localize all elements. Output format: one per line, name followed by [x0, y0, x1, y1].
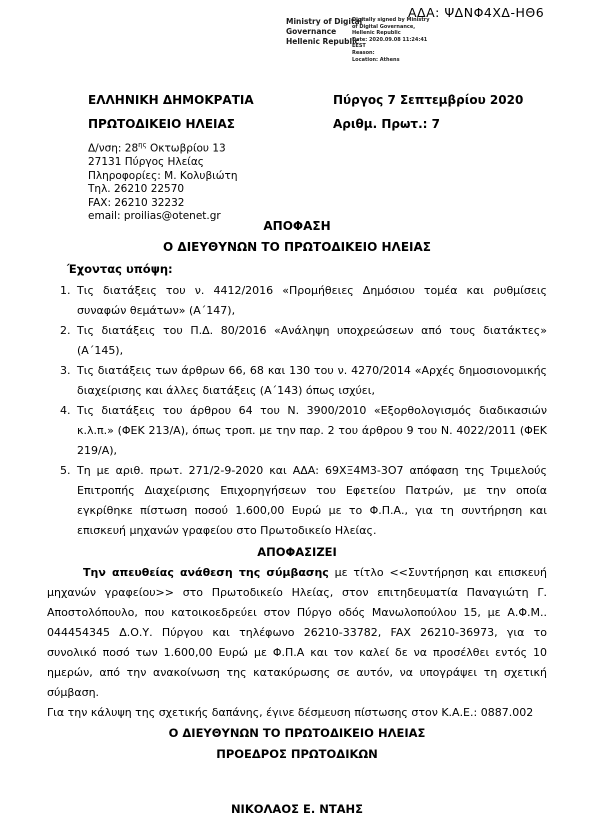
signoff-name: ΝΙΚΟΛΑΟΣ Ε. ΝΤΑΗΣ — [230, 802, 364, 816]
place-date: Πύργος 7 Σεπτεμβρίου 2020 — [333, 93, 524, 107]
court-title: ΠΡΩΤΟΔΙΚΕΙΟ ΗΛΕΙΑΣ — [88, 117, 235, 131]
consideration-item: 5. Τη με αριθ. πρωτ. 271/2-9-2020 και ΑΔΑ: 69ΧΞ4Μ3-3Ο7 απόφαση της Τριμελούς Επιτροπής Διαχείρισης Επιχορηγήσεων του Εφετείου Πατρών, με την οποία εγκρίθηκε πίστωση ποσού 1.600,00 Ευρώ με το Φ.Π.Α., για τη συντήρηση και επισκευή μηχανών γραφείου στο Πρωτοδικείο Ηλείας. — [74, 461, 547, 541]
address-ordinal: ης — [138, 141, 147, 149]
signature-detail-line: EEST — [352, 43, 366, 50]
signature-authority-line: Hellenic Republic — [286, 36, 360, 46]
signoff-role-line1: Ο ΔΙΕΥΘΥΝΩΝ ΤΟ ΠΡΩΤΟΔΙΚΕΙΟ ΗΛΕΙΑΣ — [168, 726, 426, 740]
signature-authority-line: Governance — [286, 26, 337, 36]
signoff-block — [47, 723, 547, 820]
date-protocol — [333, 88, 523, 136]
signature-details — [352, 17, 430, 63]
ada-code: ΑΔΑ: ΨΔΝΦ4ΧΔ-ΗΘ6 — [408, 5, 545, 20]
document-body — [47, 216, 547, 820]
signature-detail-line: Date: 2020.09.08 11:24:41 — [352, 36, 428, 43]
signature-authority-line: Ministry of Digital — [286, 17, 363, 26]
signature-detail-line: of Digital Governance, — [352, 23, 416, 30]
address-prefix: Δ/νση: 28 — [88, 142, 139, 155]
decision-verb-heading: ΑΠΟΦΑΣΙΖΕΙ — [257, 545, 337, 559]
decision-title: ΑΠΟΦΑΣΗ — [263, 219, 331, 233]
considerations-list — [47, 281, 547, 541]
contact-email: email: proilias@otenet.gr — [88, 210, 221, 223]
contact-address — [88, 139, 238, 156]
signature-detail-line: Digitally signed by Ministry — [352, 17, 430, 23]
signature-detail-line: Reason: — [352, 49, 375, 56]
signoff-role-line2: ΠΡΟΕΔΡΟΣ ΠΡΩΤΟΔΙΚΩΝ — [216, 747, 378, 761]
decision-paragraph — [47, 563, 547, 703]
decision-subtitle: Ο ΔΙΕΥΘΥΝΩΝ ΤΟ ΠΡΩΤΟΔΙΚΕΙΟ ΗΛΕΙΑΣ — [163, 240, 431, 254]
protocol-number: Αριθμ. Πρωτ.: 7 — [333, 117, 440, 131]
consideration-item: 3. Τις διατάξεις των άρθρων 66, 68 και 130 του ν. 4270/2014 «Αρχές δημοσιονομικής διαχείρισης και άλλες διατάξεις (Α΄143) όπως ισχύει, — [74, 361, 547, 401]
decision-body-text: με τίτλο <<Συντήρηση και επισκευή μηχανών γραφείου>> στο Πρωτοδικείο Ηλείας, στον επιτηδευματία Παναγιώτη Γ. Αποστολόπουλο, που κατοικοεδρεύει στον Πύργο οδός Μανωλοπούλου 15, με Α.Φ.Μ.. 044454345 Δ.Ο.Υ. Πύργου και τηλέφωνο 26210-33782, FAX 26210-36973, για το συνολικό ποσό των 1.600,00 Ευρώ με Φ.Π.Α και τον καλεί δε να προσέλθει εντός 10 ημερών, από την ανακοίνωση της κατακύρωσης σε αυτόν, να υπογράψει τη σχετική σύμβαση. — [47, 566, 547, 699]
issuing-authority — [88, 88, 254, 136]
consideration-item: 2. Τις διατάξεις του Π.Δ. 80/2016 «Ανάληψη υποχρεώσεων από τους διατάκτες» (Α΄145), — [74, 321, 547, 361]
consideration-item: 4. Τις διατάξεις του άρθρου 64 του Ν. 3900/2010 «Εξορθολογισμός διαδικασιών κ.λ.π.» (ΦΕΚ 213/Α), όπως τροπ. με την παρ. 2 του άρθρου 9 του Ν. 4022/2011 (ΦΕΚ 219/Α), — [74, 401, 547, 461]
signature-authority — [286, 17, 363, 47]
signature-detail-line: Hellenic Republic — [352, 30, 401, 37]
contact-city: 27131 Πύργος Ηλείας — [88, 156, 204, 169]
contact-phone: Τηλ. 26210 22570 — [88, 183, 185, 196]
funding-commitment-line: Για την κάλυψη της σχετικής δαπάνης, έγινε δέσμευση πίστωσης στον Κ.Α.Ε.: 0887.002 — [47, 706, 534, 719]
consideration-item: 1. Τις διατάξεις του ν. 4412/2016 «Προμήθειες Δημόσιου τομέα και ρυθμίσεις συναφών θεμάτων» (Α΄147), — [74, 281, 547, 321]
decision-lead: Την απευθείας ανάθεση της σύμβασης — [83, 566, 329, 579]
contact-info-person: Πληροφορίες: Μ. Κολυβιώτη — [88, 169, 238, 182]
address-suffix: Οκτωβρίου 13 — [146, 142, 226, 155]
preamble-heading: Έχοντας υπόψη: — [67, 262, 173, 276]
contact-block — [88, 139, 238, 224]
digital-signature-stamp — [286, 17, 430, 63]
signature-detail-line: Location: Athens — [352, 56, 400, 63]
contact-fax: FAX: 26210 32232 — [88, 196, 185, 209]
republic-title: ΕΛΛΗΝΙΚΗ ΔΗΜΟΚΡΑΤΙΑ — [88, 93, 254, 107]
